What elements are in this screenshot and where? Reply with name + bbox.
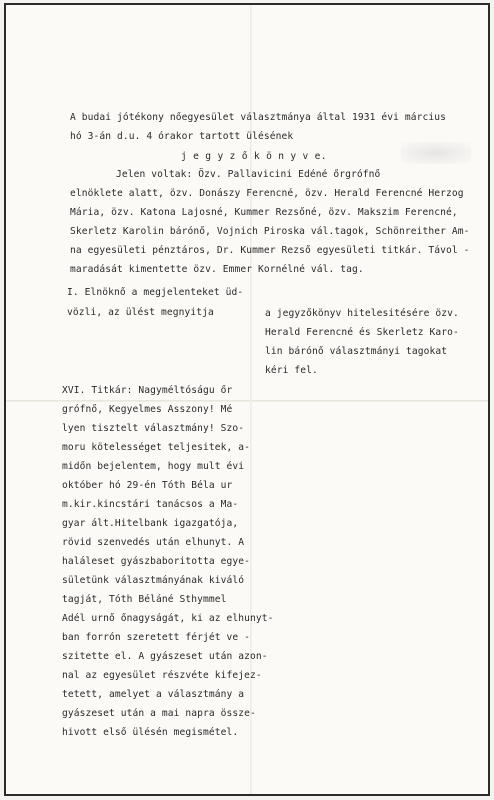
attendance-line: maradását kimentette özv. Emmer Kornélné vál. tag. bbox=[70, 264, 364, 275]
item-sixteen-line: gyar ált.Hitelbank igazgatója, bbox=[62, 518, 239, 529]
document-page bbox=[4, 3, 490, 796]
item-one-left-line: I. Elnöknő a megjelenteket üd- bbox=[67, 287, 244, 298]
attendance-line: Mária, özv. Katona Lajosné, Kummer Rezsőné, özv. Makszim Ferencné, bbox=[70, 207, 458, 218]
attendance-line: Skerletz Karolin bárónő, Vojnich Piroska vál.tagok, Schönreither Am- bbox=[70, 226, 470, 237]
heading-line: hó 3-án d.u. 4 órakor tartott ülésének bbox=[70, 131, 294, 142]
item-sixteen-line: sületünk választmányának kiváló bbox=[62, 575, 245, 586]
item-sixteen-line: m.kir.kincstári tanácsos a Ma- bbox=[62, 499, 239, 510]
item-sixteen-line: haláleset gyászbaboritotta egye- bbox=[62, 556, 251, 567]
item-sixteen-line: tetett, amelyet a választmány a bbox=[62, 689, 245, 700]
document-title: j e g y z ő k ö n y v e. bbox=[181, 151, 327, 162]
item-one-right-line: Herald Ferencné és Skerletz Karo- bbox=[265, 327, 459, 338]
ink-smudge bbox=[401, 142, 471, 164]
item-sixteen-line: hivott első ülésén megismétel. bbox=[62, 727, 239, 738]
item-sixteen-line: rövid szenvedés után elhunyt. A bbox=[62, 537, 245, 548]
attendance-line: na egyesületi pénztáros, Dr. Kummer Rezső egyesületi titkár. Távol - bbox=[70, 245, 470, 256]
item-one-right-line: lin bárónő választmányi tagokat bbox=[265, 346, 448, 357]
item-sixteen-line: tagját, Tóth Béláné Sthymmel bbox=[62, 594, 227, 605]
paper-fold-horizontal bbox=[6, 400, 488, 402]
item-one-right-line: a jegyzőkönyv hitelesitésére özv. bbox=[265, 308, 459, 319]
item-sixteen-line: lyen tisztelt választmány! Szo- bbox=[62, 423, 245, 434]
heading-line: A budai jótékony nőegyesület választmánya által 1931 évi március bbox=[70, 112, 447, 123]
attendance-line: elnöklete alatt, özv. Donászy Ferencné, özv. Herald Ferencné Herzog bbox=[70, 188, 464, 199]
item-sixteen-line: ban forrón szeretett férjét ve - bbox=[62, 632, 251, 643]
item-sixteen-line: október hó 29-én Tóth Béla ur bbox=[62, 480, 233, 491]
attendance-line: Jelen voltak: Özv. Pallavicini Edéné őrgrófnő bbox=[116, 169, 381, 180]
item-sixteen-line: szitette el. A gyászeset után azon- bbox=[62, 651, 268, 662]
item-one-left-line: vözli, az ülést megnyitja bbox=[67, 307, 214, 318]
item-one-right-line: kéri fel. bbox=[265, 365, 318, 376]
item-sixteen-line: midőn bejelentem, hogy mult évi bbox=[62, 461, 245, 472]
item-sixteen-line: gyászeset után a mai napra össze- bbox=[62, 708, 256, 719]
item-sixteen-line: grófnő, Kegyelmes Asszony! Mé bbox=[62, 404, 233, 415]
item-sixteen-line: XVI. Titkár: Nagyméltóságu őr bbox=[62, 385, 233, 396]
item-sixteen-line: nal az egyesület részvéte kifejez- bbox=[62, 670, 262, 681]
item-sixteen-line: moru kötelességet teljesitek, a- bbox=[62, 442, 251, 453]
item-sixteen-line: Adél urnő őnagyságát, ki az elhunyt- bbox=[62, 613, 274, 624]
